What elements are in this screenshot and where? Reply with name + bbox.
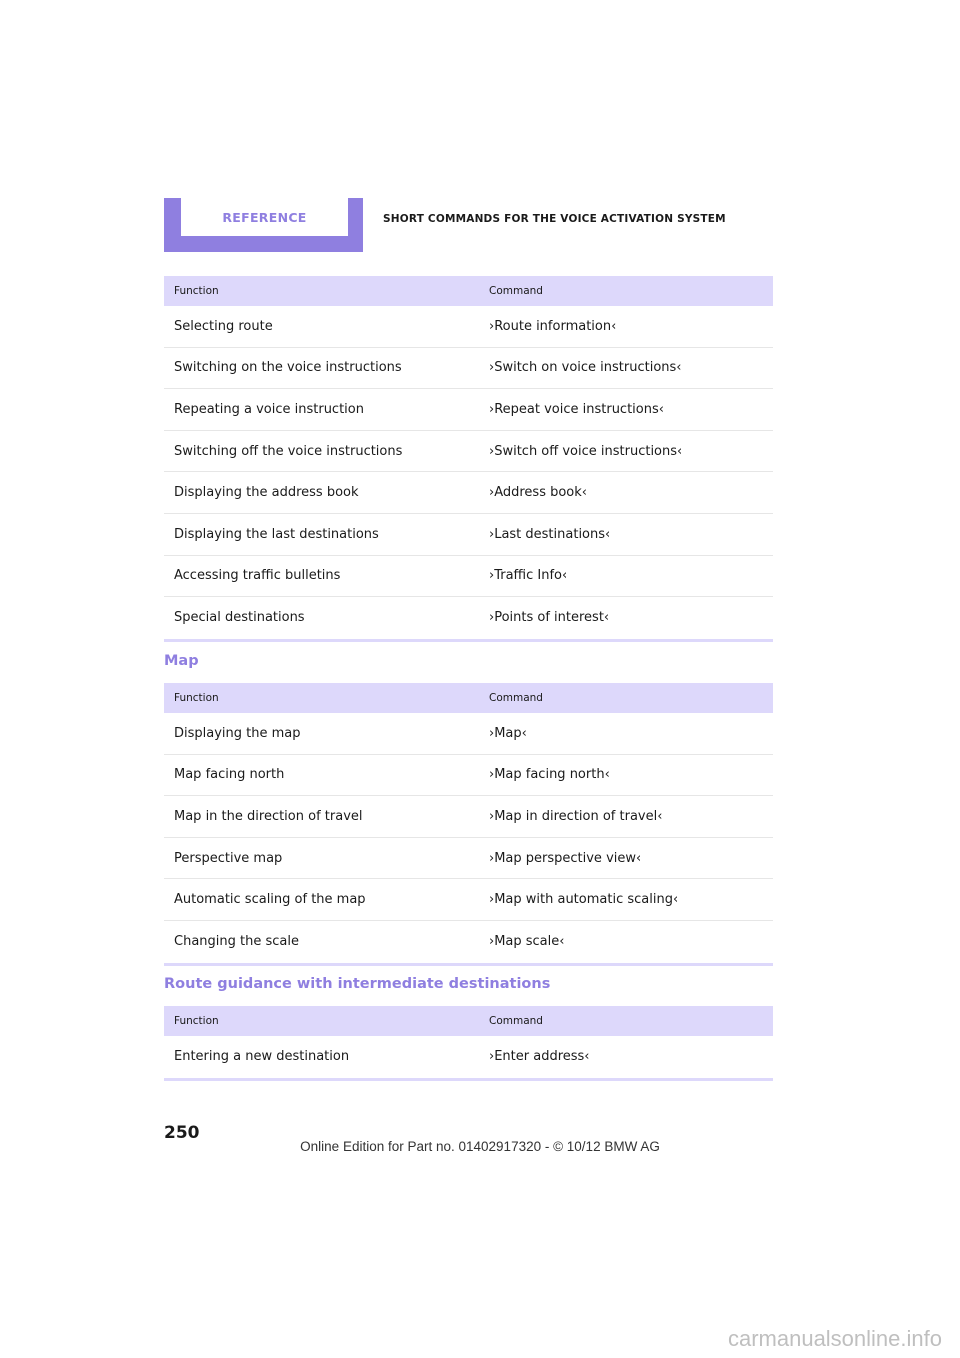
table-row — [164, 796, 773, 838]
table-end-rule — [164, 1078, 773, 1081]
section-heading-map: Map — [164, 653, 199, 669]
footer-edition-note: Online Edition for Part no. 01402917320 - © 10/12 BMW AG — [300, 1139, 660, 1154]
header-tab-label: REFERENCE — [181, 198, 348, 236]
column-header-function: Function — [174, 1015, 219, 1027]
map-table — [164, 683, 773, 966]
table-row — [164, 514, 773, 556]
command-cell: ›Map perspective view‹ — [489, 850, 642, 866]
command-cell: ›Last destinations‹ — [489, 526, 611, 542]
table-row — [164, 431, 773, 473]
command-cell: ›Route information‹ — [489, 318, 617, 334]
function-cell: Repeating a voice instruction — [174, 401, 364, 417]
function-cell: Map facing north — [174, 767, 285, 783]
route-guidance-table — [164, 1006, 773, 1081]
table-row — [164, 597, 773, 639]
column-header-function: Function — [174, 692, 219, 704]
function-cell: Entering a new destination — [174, 1049, 350, 1065]
function-cell: Switching off the voice instructions — [174, 443, 403, 459]
table-row — [164, 1036, 773, 1078]
command-cell: ›Repeat voice instructions‹ — [489, 401, 664, 417]
table-end-rule — [164, 963, 773, 966]
function-cell: Displaying the map — [174, 725, 301, 741]
column-header-function: Function — [174, 285, 219, 297]
command-cell: ›Traffic Info‹ — [489, 568, 568, 584]
function-cell: Switching on the voice instructions — [174, 360, 402, 376]
table-row — [164, 348, 773, 390]
function-cell: Map in the direction of travel — [174, 808, 363, 824]
table-row — [164, 306, 773, 348]
page-number: 250 — [164, 1123, 200, 1143]
command-cell: ›Map‹ — [489, 725, 527, 741]
table-row — [164, 921, 773, 963]
table-end-rule — [164, 639, 773, 642]
table-row — [164, 879, 773, 921]
column-header-command: Command — [489, 692, 543, 704]
function-cell: Displaying the last destinations — [174, 526, 379, 542]
section-heading-route-guidance: Route guidance with intermediate destinations — [164, 976, 551, 992]
watermark: carmanualsonline.info — [727, 1326, 942, 1351]
command-cell: ›Points of interest‹ — [489, 610, 610, 626]
command-cell: ›Address book‹ — [489, 485, 587, 501]
table-header — [164, 1006, 773, 1036]
command-cell: ›Map with automatic scaling‹ — [489, 892, 679, 908]
command-cell: ›Switch off voice instructions‹ — [489, 443, 683, 459]
table-row — [164, 755, 773, 797]
function-cell: Automatic scaling of the map — [174, 892, 366, 908]
function-cell: Accessing traffic bulletins — [174, 568, 341, 584]
command-cell: ›Enter address‹ — [489, 1049, 590, 1065]
route-table — [164, 276, 773, 642]
command-cell: ›Switch on voice instructions‹ — [489, 360, 682, 376]
table-row — [164, 556, 773, 598]
command-cell: ›Map in direction of travel‹ — [489, 808, 663, 824]
table-row — [164, 389, 773, 431]
table-header — [164, 683, 773, 713]
section-title: SHORT COMMANDS FOR THE VOICE ACTIVATION SYSTEM — [383, 213, 726, 225]
column-header-command: Command — [489, 1015, 543, 1027]
command-cell: ›Map scale‹ — [489, 934, 565, 950]
command-cell: ›Map facing north‹ — [489, 767, 610, 783]
table-header — [164, 276, 773, 306]
table-row — [164, 713, 773, 755]
table-row — [164, 472, 773, 514]
function-cell: Changing the scale — [174, 934, 299, 950]
function-cell: Special destinations — [174, 610, 305, 626]
table-row — [164, 838, 773, 880]
function-cell: Displaying the address book — [174, 485, 359, 501]
function-cell: Perspective map — [174, 850, 283, 866]
column-header-command: Command — [489, 285, 543, 297]
function-cell: Selecting route — [174, 318, 273, 334]
